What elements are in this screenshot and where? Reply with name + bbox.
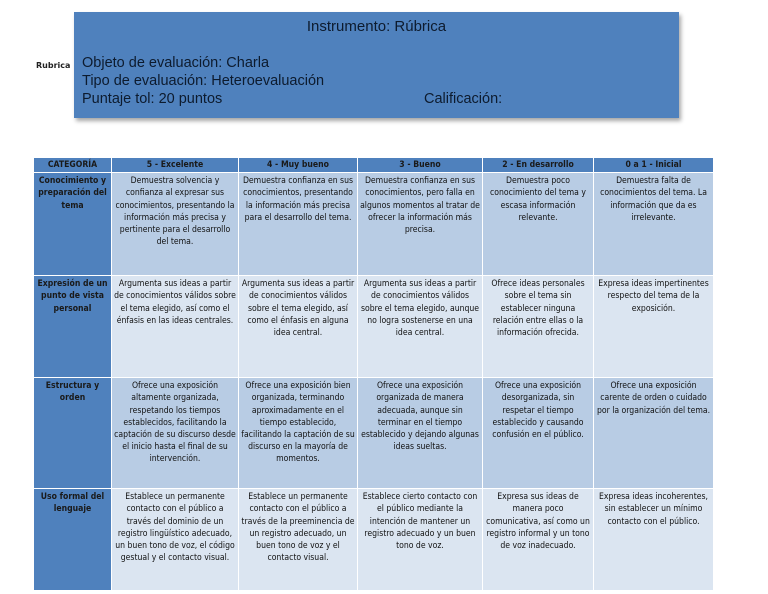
table-cell: Demuestra solvencia y confianza al expresar sus conocimientos, presentando la información más precisa y pertinente para el desarrollo del tema. xyxy=(112,173,239,276)
category-cell: Expresión de un punto de vista personal xyxy=(34,276,112,378)
table-row xyxy=(34,489,714,591)
table-cell: Expresa ideas impertinentes respecto del tema de la exposición. xyxy=(594,276,714,378)
rubric-side-label: Rubrica xyxy=(36,61,71,70)
column-header-en-desarrollo: 2 - En desarrollo xyxy=(483,158,594,173)
table-cell: Ofrece una exposición bien organizada, terminando aproximadamente en el tiempo establecido, facilitando la captación de su discurso en la mayoría de momentos. xyxy=(239,378,358,489)
evaluation-object: Objeto de evaluación: Charla xyxy=(82,55,270,71)
table-row xyxy=(34,378,714,489)
table-cell: Demuestra confianza en sus conocimientos, pero falla en algunos momentos al tratar de ofrecer la información más precisa. xyxy=(358,173,483,276)
category-cell: Estructura y orden xyxy=(34,378,112,489)
column-header-category: CATEGORÍA xyxy=(34,158,112,173)
column-header-muy-bueno: 4 - Muy bueno xyxy=(239,158,358,173)
rubric-header-row xyxy=(34,158,714,173)
table-cell: Ofrece una exposición altamente organizada, respetando los tiempos establecidos, facilitando la captación de su discurso desde el inicio hasta el final de su intervención. xyxy=(112,378,239,489)
category-cell: Uso formal del lenguaje xyxy=(34,489,112,591)
column-header-excelente: 5 - Excelente xyxy=(112,158,239,173)
column-header-bueno: 3 - Bueno xyxy=(358,158,483,173)
table-cell: Ofrece una exposición carente de orden o cuidado por la organización del tema. xyxy=(594,378,714,489)
category-cell: Conocimiento y preparación del tema xyxy=(34,173,112,276)
column-header-inicial: 0 a 1 - Inicial xyxy=(594,158,714,173)
table-cell: Argumenta sus ideas a partir de conocimientos válidos sobre el tema elegido, aunque no logra sostenerse en una idea central. xyxy=(358,276,483,378)
table-cell: Ofrece una exposición desorganizada, sin respetar el tiempo establecido y causando confusión en el público. xyxy=(483,378,594,489)
grade-label: Calificación: xyxy=(424,91,503,107)
table-row xyxy=(34,173,714,276)
table-cell: Ofrece una exposición organizada de manera adecuada, aunque sin terminar en el tiempo establecido y dejando algunas ideas sueltas. xyxy=(358,378,483,489)
table-cell: Expresa ideas incoherentes, sin establecer un mínimo contacto con el público. xyxy=(594,489,714,591)
instrument-header xyxy=(74,12,679,118)
table-cell: Establece cierto contacto con el público mediante la intención de mantener un registro adecuado y un buen tono de voz. xyxy=(358,489,483,591)
table-cell: Establece un permanente contacto con el público a través del dominio de un registro lingüístico adecuado, un buen tono de voz, el código gestual y el contacto visual. xyxy=(112,489,239,591)
table-cell: Establece un permanente contacto con el público a través de la preeminencia de un registro adecuado, un buen tono de voz y el contacto visual. xyxy=(239,489,358,591)
table-cell: Ofrece ideas personales sobre el tema sin establecer ninguna relación entre ellas o la información ofrecida. xyxy=(483,276,594,378)
table-cell: Demuestra poco conocimiento del tema y escasa información relevante. xyxy=(483,173,594,276)
instrument-title: Instrumento: Rúbrica xyxy=(306,18,447,35)
table-row xyxy=(34,276,714,378)
table-cell: Expresa sus ideas de manera poco comunicativa, así como un registro informal y un tono de voz inadecuado. xyxy=(483,489,594,591)
rubric-table xyxy=(33,157,714,591)
total-score: Puntaje tol: 20 puntos xyxy=(82,91,223,107)
table-cell: Demuestra falta de conocimientos del tema. La información que da es irrelevante. xyxy=(594,173,714,276)
table-cell: Argumenta sus ideas a partir de conocimientos válidos sobre el tema elegido, así como el énfasis en alguna idea central. xyxy=(239,276,358,378)
table-cell: Argumenta sus ideas a partir de conocimientos válidos sobre el tema elegido, así como el énfasis en las ideas centrales. xyxy=(112,276,239,378)
evaluation-type: Tipo de evaluación: Heteroevaluación xyxy=(82,73,325,89)
table-cell: Demuestra confianza en sus conocimientos, presentando la información más precisa para el desarrollo del tema. xyxy=(239,173,358,276)
